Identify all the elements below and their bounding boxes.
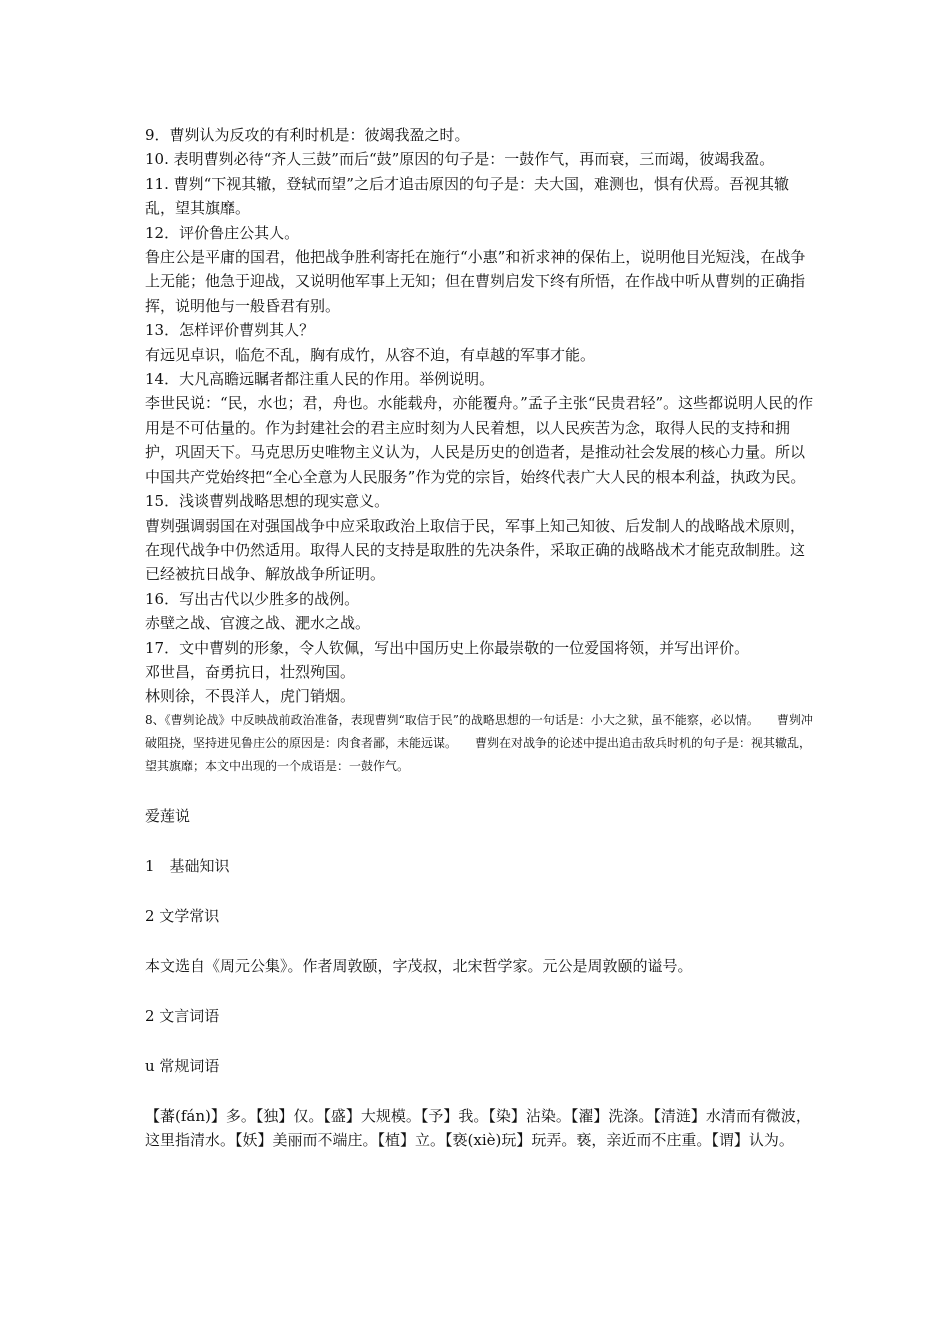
qa-line-11: 11. 曹刿“下视其辙，登轼而望”之后才追击原因的句子是：夫大国，难测也，惧有伏焉。吾视其辙乱，望其旗靡。 [145, 174, 789, 218]
qa-question-15: 15．浅谈曹刿战略思想的现实意义。 [145, 492, 390, 511]
qa-answer-16: 赤壁之战、官渡之战、淝水之战。 [145, 614, 371, 633]
document-page [145, 123, 815, 1153]
source-paragraph: 本文选自《周元公集》。作者周敦颐，字茂叔，北宋哲学家。元公是周敦颐的谥号。 [145, 956, 693, 975]
qa-question-17: 17．文中曹刿的形象，令人钦佩，写出中国历史上你最崇敬的一位爱国将领，并写出评价。 [145, 638, 750, 657]
qa-answer-17-b: 林则徐，不畏洋人，虎门销烟。 [145, 687, 356, 706]
qa-answer-13: 有远见卓识，临危不乱，胸有成竹，从容不迫，有卓越的军事才能。 [145, 345, 596, 364]
qa-question-12: 12．评价鲁庄公其人。 [145, 223, 300, 242]
section-title: 爱莲说 [145, 806, 191, 825]
qa-answer-15: 曹刿强调弱国在对强国战争中应采取政治上取信于民，军事上知己知彼、后发制人的战略战术原则，在现代战争中仍然适用。取得人民的支持是取胜的先决条件，采取正确的战略战术才能克敌制胜。这已经被抗日战争、解放战争所证明。 [145, 516, 806, 584]
qa-question-16: 16．写出古代以少胜多的战例。 [145, 589, 360, 608]
qa-question-14: 14．大凡高瞻远瞩者都注重人民的作用。举例说明。 [145, 370, 495, 389]
qa-answer-17-a: 邓世昌，奋勇抗日，壮烈殉国。 [145, 662, 356, 681]
qa-answer-12: 鲁庄公是平庸的国君，他把战争胜利寄托在施行“小惠”和祈求神的保佑上，说明他目光短浅，在战争上无能；他急于迎战，又说明他军事上无知；但在曹刿启发下终有所悟，在作战中听从曹刿的正确指挥，说明他与一般昏君有别。 [145, 248, 806, 315]
heading-literary-knowledge: 2 文学常识 [145, 906, 220, 925]
qa-line-9: 9．曹刿认为反攻的有利时机是：彼竭我盈之时。 [145, 126, 470, 144]
heading-classical-words: 2 文言词语 [145, 1006, 220, 1025]
note-paragraph: 8、《曹刿论战》中反映战前政治准备，表现曹刿“取信于民”的战略思想的一句话是：小大之狱，虽不能察，必以情。 曹刿冲破阻挠，坚持进见鲁庄公的原因是：肉食者鄙，未能远谋。 曹刿在对战争的论述中提出追击敌兵时机的句子是：视其辙乱，望其旗靡；本文中出现的一个成语是：一鼓作气。 [145, 712, 813, 773]
qa-line-10: 10. 表明曹刿必待“齐人三鼓”而后“鼓”原因的句子是：一鼓作气，再而衰，三而竭，彼竭我盈。 [145, 150, 775, 169]
vocabulary-paragraph: 【蕃(fán)】多。【独】仅。【盛】大规模。【予】我。【染】沾染。【濯】洗涤。【清涟】水清而有微波，这里指清水。【妖】美丽而不端庄。【植】立。【亵(xiè)玩】玩弄。亵，亲近而不庄重。【谓】认为。 [145, 1106, 811, 1150]
qa-question-13: 13．怎样评价曹刿其人？ [145, 321, 315, 340]
heading-common-words: u 常规词语 [145, 1056, 220, 1075]
qa-answer-14: 李世民说：“民，水也；君，舟也。水能载舟，亦能覆舟。”孟子主张“民贵君轻”。这些都说明人民的作用是不可估量的。作为封建社会的君主应时刻为人民着想，以人民疾苦为念，取得人民的支持和拥护，巩固天下。马克思历史唯物主义认为，人民是历史的创造者，是推动社会发展的核心力量。所以中国共产党始终把“全心全意为人民服务”作为党的宗旨，始终代表广大人民的根本利益，执政为民。 [145, 394, 814, 486]
heading-basic-knowledge: 1 基础知识 [145, 856, 230, 875]
